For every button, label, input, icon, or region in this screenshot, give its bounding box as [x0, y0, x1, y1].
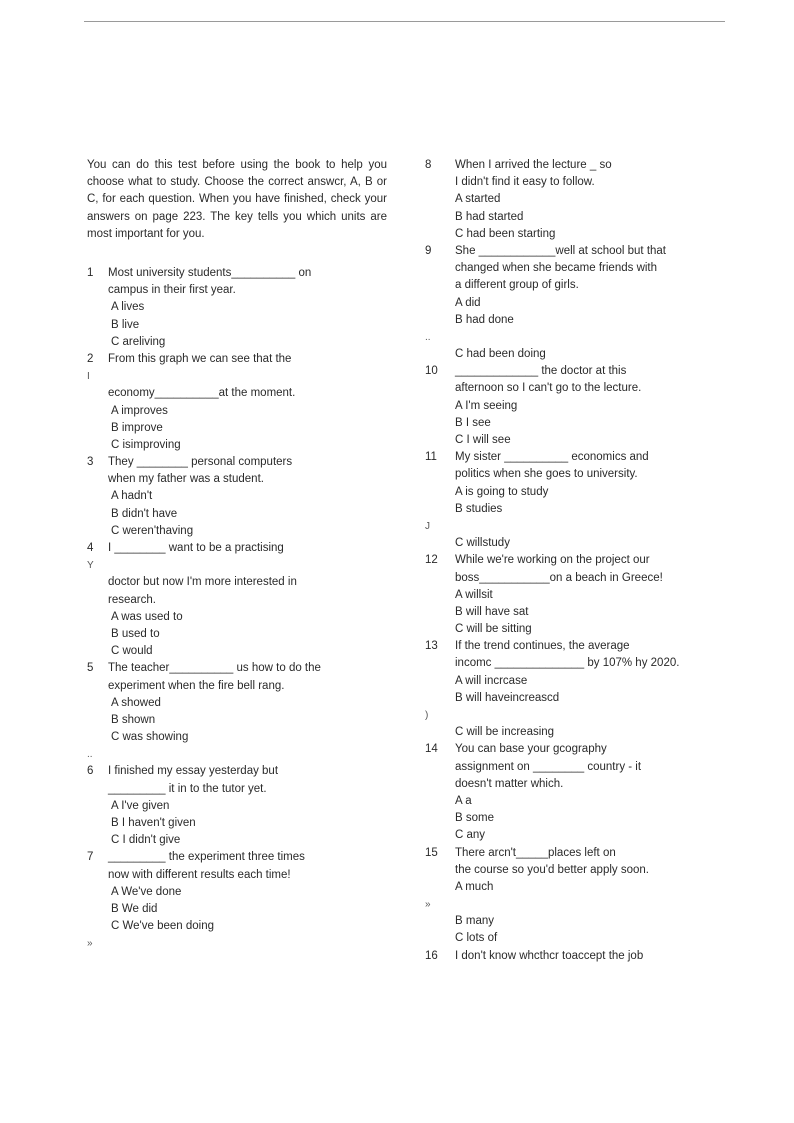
answer-option-text: A showed — [111, 696, 161, 709]
answer-option — [425, 913, 725, 930]
stray-mark: » — [87, 938, 93, 950]
question-item — [425, 845, 725, 948]
question-stem-text: incomc ______________ by 107% hy 2020. — [455, 657, 680, 670]
question-item — [425, 449, 725, 552]
answer-option — [87, 901, 387, 918]
answer-option-text: C any — [455, 829, 486, 842]
question-number: 12 — [425, 554, 438, 567]
question-stem-text: They ________ personal computers — [108, 456, 293, 469]
answer-option — [425, 587, 725, 604]
answer-option — [425, 724, 725, 741]
question-item — [425, 638, 725, 741]
answer-option — [87, 403, 387, 420]
question-stem-line — [87, 351, 387, 368]
answer-option — [425, 484, 725, 501]
answer-option-text: A improves — [111, 404, 168, 417]
question-stem-line — [425, 277, 725, 294]
question-number: 13 — [425, 640, 438, 653]
left-question-list — [87, 265, 387, 953]
question-stem-line — [87, 282, 387, 299]
answer-option-text: B used to — [111, 627, 160, 640]
answer-option — [87, 420, 387, 437]
question-number: 11 — [425, 451, 437, 464]
question-item — [87, 540, 387, 660]
question-stem-text: I don't know whcthcr toaccept the job — [455, 949, 644, 962]
question-stem-text: My sister __________ economics and — [455, 451, 649, 464]
question-number: 15 — [425, 846, 438, 859]
answer-option — [425, 226, 725, 243]
answer-option — [87, 815, 387, 832]
question-stem-text: The teacher__________ us how to do the — [108, 662, 321, 675]
answer-option — [425, 209, 725, 226]
question-stem-line — [425, 638, 725, 655]
question-number: 5 — [87, 662, 94, 675]
answer-option — [425, 535, 725, 552]
question-stem-line — [425, 552, 725, 569]
answer-option — [425, 415, 725, 432]
question-item — [87, 351, 387, 454]
question-item — [425, 741, 725, 844]
question-stem-text: campus in their first year. — [108, 284, 236, 297]
question-item — [425, 552, 725, 638]
question-stem-line — [87, 454, 387, 471]
question-stem-text: a different group of girls. — [455, 279, 579, 292]
stray-mark: ) — [425, 710, 429, 721]
answer-option-text: B We did — [111, 902, 158, 915]
answer-option — [425, 879, 725, 896]
question-stem-text: I didn't find it easy to follow. — [455, 176, 595, 189]
answer-option-text: C would — [111, 645, 153, 658]
question-stem-text: doesn't matter which. — [455, 777, 564, 790]
question-item — [425, 157, 725, 243]
question-number: 16 — [425, 949, 438, 962]
question-item — [425, 948, 725, 965]
stray-mark: Y — [87, 560, 94, 572]
question-stem-text: When I arrived the lecture _ so — [455, 159, 612, 171]
question-stem-line — [87, 592, 387, 609]
question-stem-text: _________ the experiment three times — [108, 851, 305, 864]
answer-option — [87, 643, 387, 660]
answer-option — [425, 930, 725, 947]
answer-option-text: B many — [455, 915, 494, 928]
question-stem-text: boss___________on a beach in Greece! — [455, 571, 663, 584]
question-stem-text: research. — [108, 593, 156, 606]
right-question-list — [425, 157, 725, 965]
question-stem-line — [87, 265, 387, 282]
question-stem-text: _____________ the doctor at this — [455, 365, 627, 378]
answer-option — [425, 432, 725, 449]
answer-option-text: B improve — [111, 421, 163, 434]
question-stem-line — [87, 385, 387, 402]
answer-option — [425, 191, 725, 208]
answer-option-text: C isimproving — [111, 438, 181, 451]
intro-paragraph: You can do this test before using the book to help you choose what to study. Choose the correct answcr, A, B or C, for each question. When you have finished, check your answers on page 223. The key tells you which units are most important for you. — [87, 159, 387, 240]
answer-option — [425, 312, 725, 329]
question-number: 10 — [425, 365, 438, 378]
top-rule — [84, 21, 725, 22]
question-item — [87, 660, 387, 746]
answer-option-text: B had done — [455, 313, 514, 326]
question-stem-text: assignment on ________ country - it — [455, 760, 642, 773]
answer-option — [87, 523, 387, 540]
question-stem-text: I ________ want to be a practising — [108, 542, 284, 555]
question-stem-text: now with different results each time! — [108, 868, 291, 881]
answer-option — [425, 793, 725, 810]
question-number: 14 — [425, 743, 438, 756]
question-number: 6 — [87, 765, 94, 778]
answer-option-text: B live — [111, 318, 140, 331]
answer-option — [425, 295, 725, 312]
answer-option-text: A started — [455, 193, 501, 206]
answer-option-text: C areliving — [111, 335, 166, 348]
answer-option-text: C I will see — [455, 434, 511, 446]
question-stem-text: While we're working on the project our — [455, 554, 650, 567]
stray-mark: » — [425, 899, 431, 911]
answer-option-text: A I'm seeing — [455, 399, 518, 412]
question-number: 2 — [87, 352, 94, 365]
question-stem-line — [87, 540, 387, 557]
answer-option-text: C had been doing — [455, 348, 546, 361]
answer-option — [87, 884, 387, 901]
question-stem-text: politics when she goes to university. — [455, 468, 638, 481]
question-number: 7 — [87, 851, 94, 864]
question-stem-text: changed when she became friends with — [455, 262, 658, 275]
question-number: 1 — [87, 267, 94, 280]
answer-option-text: B had started — [455, 210, 524, 223]
answer-option — [425, 673, 725, 690]
question-stem-line — [87, 574, 387, 591]
question-stem-text: I finished my essay yesterday but — [108, 765, 279, 778]
answer-option — [87, 798, 387, 815]
question-stem-line — [425, 243, 725, 260]
answer-option — [87, 506, 387, 523]
answer-option — [425, 810, 725, 827]
answer-option-text: B I see — [455, 416, 491, 429]
question-item — [87, 454, 387, 540]
question-stem-text: economy__________at the moment. — [108, 387, 296, 400]
answer-option — [87, 832, 387, 849]
question-stem-line — [425, 466, 725, 483]
question-number: 4 — [87, 542, 94, 555]
right-column — [425, 157, 725, 965]
question-item — [87, 746, 387, 849]
question-stem-text: _________ it in to the tutor yet. — [108, 782, 267, 795]
answer-option-text: A lives — [111, 301, 145, 314]
question-stem-line — [425, 380, 725, 397]
question-stem-line — [87, 849, 387, 866]
question-stem-line — [425, 741, 725, 758]
answer-option-text: C willstudy — [455, 537, 510, 550]
stray-mark: .. — [425, 331, 431, 343]
answer-option-text: B will haveincreascd — [455, 691, 560, 704]
answer-option — [425, 690, 725, 707]
answer-option-text: A is going to study — [455, 485, 549, 498]
question-stem-line — [425, 948, 725, 965]
question-stem-text: Most university students__________ on — [108, 267, 312, 280]
question-stem-line — [425, 174, 725, 191]
answer-option-text: B didn't have — [111, 507, 178, 520]
question-stem-line — [87, 660, 387, 677]
answer-option — [87, 918, 387, 935]
answer-option — [87, 317, 387, 334]
answer-option — [425, 621, 725, 638]
stray-mark: .. — [87, 749, 93, 761]
question-stem-line — [425, 449, 725, 466]
question-stem-text: experiment when the fire bell rang. — [108, 679, 285, 692]
question-item — [87, 265, 387, 351]
answer-option — [425, 604, 725, 621]
answer-option-text: B some — [455, 812, 494, 825]
question-stem-text: when my father was a student. — [108, 473, 264, 486]
question-stem-line — [87, 867, 387, 884]
question-stem-text: You can base your gcography — [455, 743, 607, 756]
answer-option-text: B shown — [111, 713, 156, 726]
question-stem-text: the course so you'd better apply soon. — [455, 863, 649, 876]
answer-option-text: C We've been doing — [111, 920, 214, 933]
answer-option-text: A was used to — [111, 610, 183, 623]
answer-option — [87, 488, 387, 505]
answer-option-text: A did — [455, 296, 481, 309]
stray-mark: I — [87, 371, 90, 383]
question-number: 3 — [87, 456, 94, 469]
left-column — [87, 157, 387, 953]
question-item — [425, 363, 725, 449]
answer-option-text: C lots of — [455, 932, 498, 945]
answer-option-text: C had been starting — [455, 227, 556, 240]
question-stem-text: If the trend continues, the average — [455, 640, 630, 653]
answer-option-text: A We've done — [111, 885, 182, 898]
answer-option-text: B I haven't given — [111, 817, 196, 830]
question-stem-line — [425, 157, 725, 174]
question-stem-line — [425, 862, 725, 879]
answer-option-text: A a — [455, 794, 472, 807]
answer-option — [87, 626, 387, 643]
answer-option-text: C was showing — [111, 731, 189, 744]
answer-option-text: A I've given — [111, 799, 170, 812]
answer-option — [425, 398, 725, 415]
answer-option — [87, 299, 387, 316]
question-stem-line — [87, 471, 387, 488]
question-stem-text: afternoon so I can't go to the lecture. — [455, 382, 642, 395]
question-item — [87, 849, 387, 952]
stray-mark: J — [425, 520, 430, 532]
answer-option-text: C will be sitting — [455, 623, 532, 636]
answer-option-text: C I didn't give — [111, 834, 181, 847]
answer-option — [425, 827, 725, 844]
question-stem-text: From this graph we can see that the — [108, 352, 292, 365]
question-stem-line — [87, 781, 387, 798]
answer-option-text: A much — [455, 880, 494, 893]
question-stem-line — [425, 776, 725, 793]
answer-option-text: A hadn't — [111, 490, 153, 503]
question-stem-line — [425, 260, 725, 277]
question-number: 9 — [425, 244, 432, 257]
question-stem-line — [425, 655, 725, 672]
answer-option — [87, 334, 387, 351]
answer-option-text: A will incrcase — [455, 674, 528, 687]
question-stem-line — [87, 763, 387, 780]
answer-option — [425, 346, 725, 363]
answer-option-text: A willsit — [455, 588, 493, 601]
answer-option-text: C weren'thaving — [111, 524, 194, 537]
question-item — [425, 243, 725, 363]
question-stem-text: There arcn't_____places left on — [455, 846, 616, 859]
question-stem-line — [425, 570, 725, 587]
question-stem-line — [87, 678, 387, 695]
answer-option-text: B studies — [455, 502, 503, 515]
answer-option — [87, 695, 387, 712]
answer-option — [87, 609, 387, 626]
answer-option — [425, 501, 725, 518]
answer-option-text: C will be increasing — [455, 726, 555, 739]
question-stem-line — [425, 363, 725, 380]
question-stem-line — [425, 845, 725, 862]
answer-option — [87, 712, 387, 729]
answer-option-text: B will have sat — [455, 605, 529, 618]
question-number: 8 — [425, 159, 432, 171]
question-stem-line — [425, 759, 725, 776]
answer-option — [87, 729, 387, 746]
question-stem-text: She ____________well at school but that — [455, 244, 666, 257]
answer-option — [87, 437, 387, 454]
question-stem-text: doctor but now I'm more interested in — [108, 576, 297, 589]
